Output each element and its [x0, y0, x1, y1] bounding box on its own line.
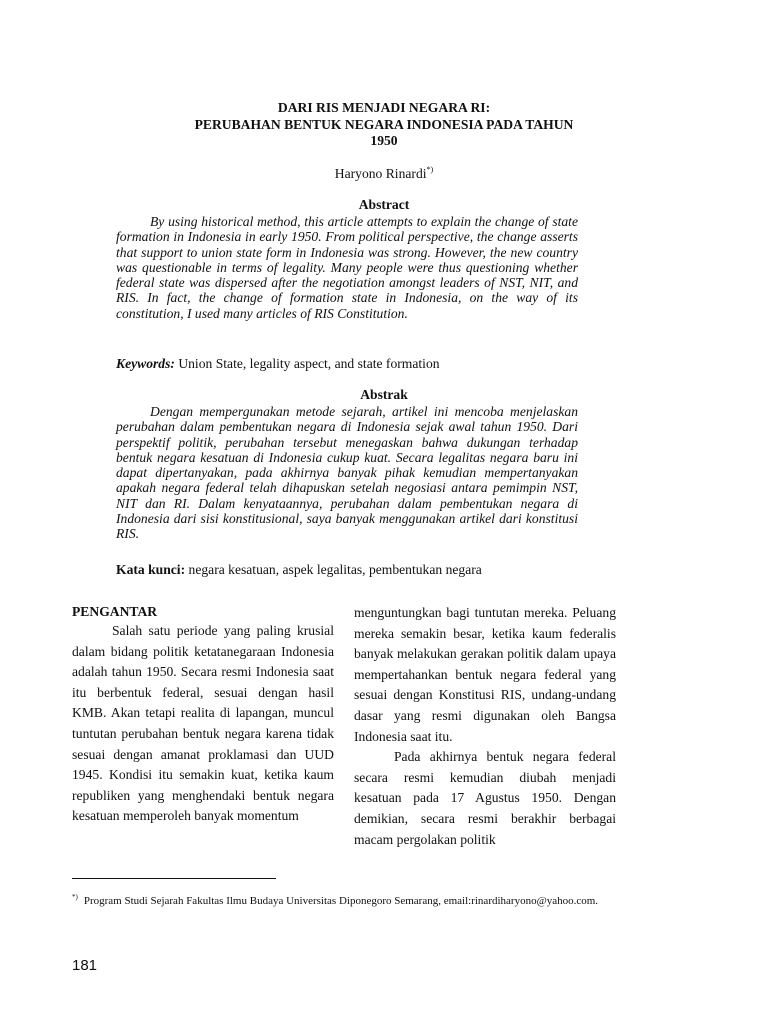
body-paragraph-text: Salah satu periode yang paling krusial dalam bidang politik ketatanegaraan Indonesia adalah tahun 1950. Secara resmi Indonesia saat itu berbentuk federal, sesuai dengan hasil KMB. Akan tetapi realita di lapangan, muncul tuntutan perubahan bentuk negara karena tidak sesuai dengan amanat proklamasi dan UUD 1945. Kondisi itu semakin kuat, ketika kaum republiken yang menghendaki bentuk negara kesatuan memperoleh banyak momentum	[72, 623, 334, 824]
abstract-english	[116, 214, 578, 321]
keywords-indonesian	[116, 562, 586, 578]
kata-kunci-text: negara kesatuan, aspek legalitas, pembentukan negara	[188, 562, 482, 577]
body-paragraph	[354, 747, 616, 850]
article-title	[100, 100, 668, 150]
footnote	[72, 889, 612, 909]
author	[0, 165, 768, 182]
abstract-english-text: By using historical method, this article attempts to explain the change of state formation in Indonesia in early 1950. From political perspective, the change asserts that support to union state form in Indonesia was strong. However, the new country was questionable in terms of legality. Many people were thus questioning whether federal state was dispersed after the negotiation amongst leaders of NST, NIT, and RIS. In fact, the change of formation state in Indonesia, on the way of its constitution, I used many articles of RIS Constitution.	[116, 214, 578, 321]
footnote-text: Program Studi Sejarah Fakultas Ilmu Budaya Universitas Diponegoro Semarang, email:rinardiharyono@yahoo.com.	[83, 895, 599, 907]
author-footnote-mark: *)	[426, 165, 434, 174]
abstract-heading: Abstract	[358, 197, 410, 212]
footnote-mark: *)	[72, 893, 78, 901]
body-paragraph-text: menguntungkan bagi tuntutan mereka. Peluang mereka semakin besar, ketika kaum federalis banyak melakukan gerakan politik dalam upaya mempertahankan bentuk negara federal yang sesuai dengan Konstitusi RIS, undang-undang dasar yang resmi digunakan oleh Bangsa Indonesia saat itu.	[354, 605, 616, 744]
body-paragraph	[354, 603, 616, 747]
title-line-1: DARI RIS MENJADI NEGARA RI:	[277, 100, 491, 115]
body-paragraph	[72, 621, 334, 827]
abstract-indonesian	[116, 404, 578, 542]
body-column-left	[72, 603, 334, 827]
keywords-label: Keywords:	[116, 356, 175, 371]
abstrak-heading: Abstrak	[360, 387, 408, 402]
footnote-divider	[72, 878, 276, 879]
title-line-3: 1950	[370, 133, 398, 148]
kata-kunci-label: Kata kunci:	[116, 562, 186, 577]
author-name: Haryono Rinardi	[334, 166, 427, 181]
page-number: 181	[72, 957, 98, 974]
keywords-text: Union State, legality aspect, and state formation	[178, 356, 440, 371]
abstract-indonesian-text: Dengan mempergunakan metode sejarah, artikel ini mencoba menjelaskan perubahan dalam pembentukan negara di Indonesia sejak awal tahun 1950. Dari perspektif politik, perubahan tersebut menegaskan bahwa dukungan terhadap bentuk negara kesatuan di Indonesia cukup kuat. Secara legalitas negara baru ini dapat dipertanyakan, pada akhirnya banyak pihak kemudian mempertanyakan apakah negara federal telah dihapuskan setelah negosiasi antara pemimpin NST, NIT dan RI. Dalam kenyataannya, perubahan dalam pembentukan negara di Indonesia dari sisi konstitusional, saya banyak menggunakan artikel dari konstitusi RIS.	[116, 404, 578, 542]
section-title: PENGANTAR	[72, 604, 158, 619]
body-paragraph-text: Pada akhirnya bentuk negara federal secara resmi kemudian diubah menjadi kesatuan pada 17 Agustus 1950. Dengan demikian, secara resmi berakhir berbagai macam pergolakan politik	[354, 749, 616, 847]
keywords-english	[116, 356, 586, 372]
body-column-right	[354, 603, 616, 850]
title-line-2: PERUBAHAN BENTUK NEGARA INDONESIA PADA TAHUN	[194, 116, 574, 132]
